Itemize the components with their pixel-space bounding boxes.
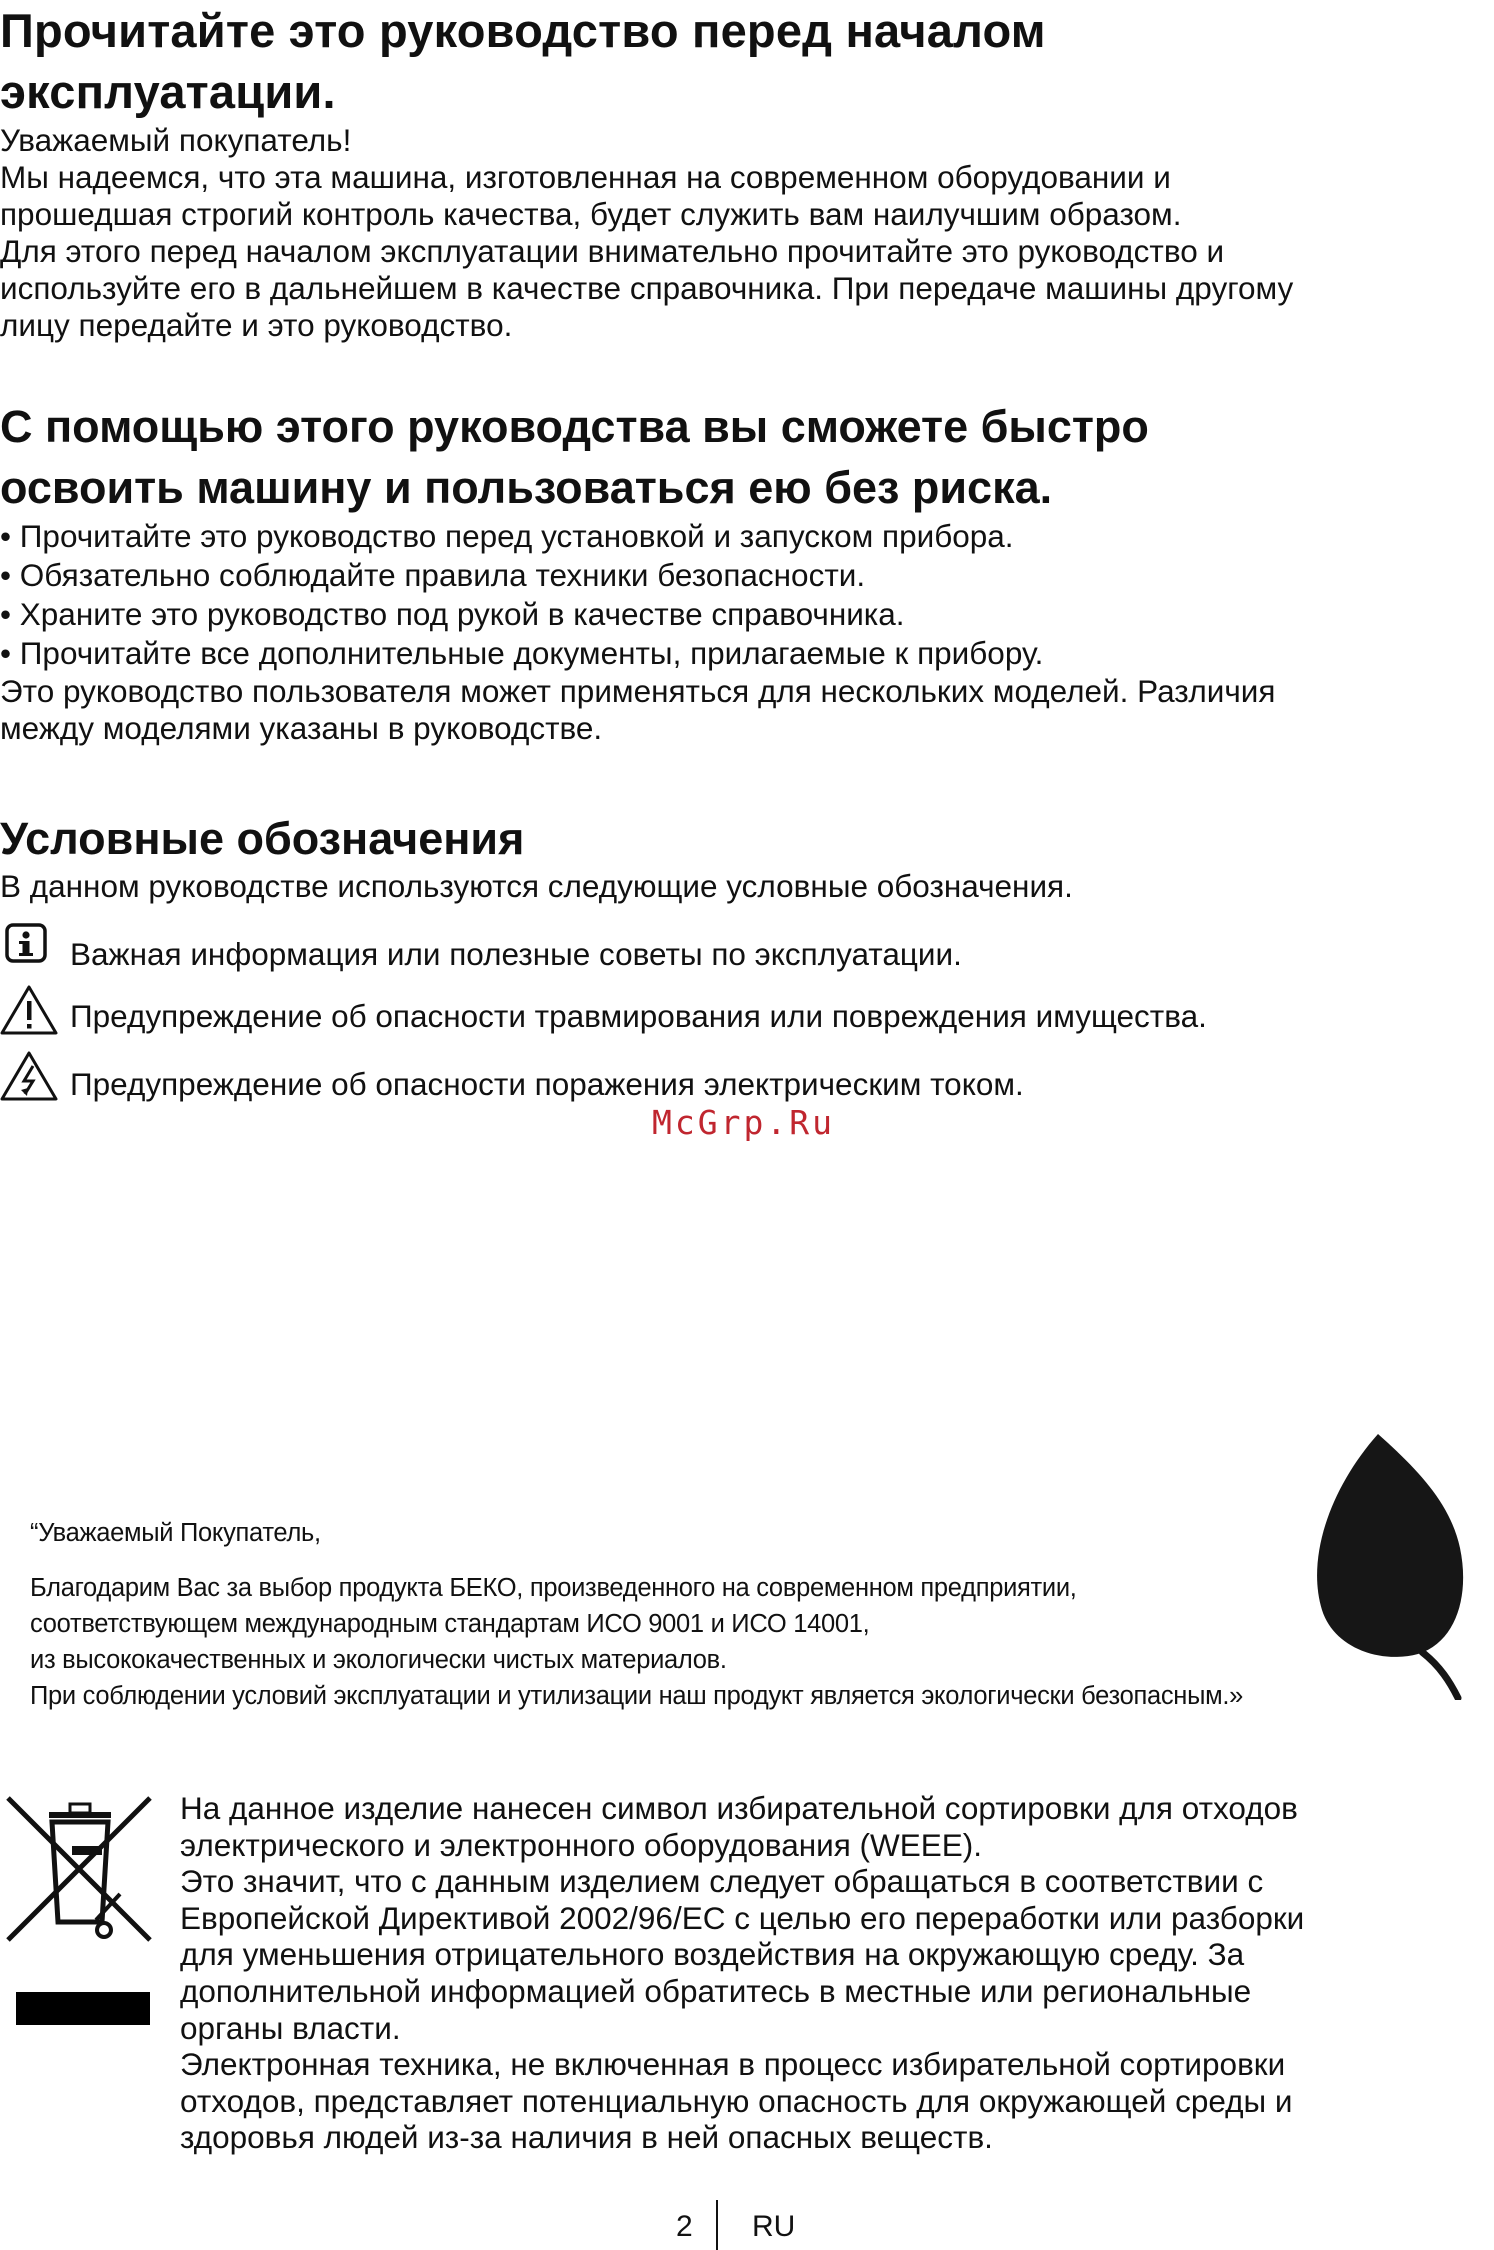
page-number: 2 bbox=[676, 2210, 693, 2243]
electric-warning-icon bbox=[0, 1050, 60, 1102]
usage-bullet: • Прочитайте все дополнительные документы, прилагаемые к прибору. bbox=[0, 635, 1044, 671]
usage-section bbox=[0, 398, 1275, 747]
footer-divider bbox=[716, 2200, 718, 2250]
eco-quote bbox=[30, 1516, 1243, 1714]
intro-text-line: прошедшая строгий контроль качества, будет служить вам наилучшим образом. bbox=[0, 196, 1182, 232]
intro-text-line: Для этого перед началом эксплуатации внимательно прочитайте это руководство и bbox=[0, 233, 1225, 269]
eco-quote-line: соответствующем международным стандартам ИСО 9001 и ИСО 14001, bbox=[30, 1610, 870, 1638]
intro-title-line-1: Прочитайте это руководство перед началом bbox=[0, 4, 1046, 57]
legend-warning-text: Предупреждение об опасности травмирования или повреждения имущества. bbox=[70, 998, 1207, 1034]
weee-line: дополнительной информацией обратитесь в местные или региональные bbox=[180, 1972, 1252, 2009]
intro-text-line: Мы надеемся, что эта машина, изготовленная на современном оборудовании и bbox=[0, 159, 1171, 195]
leaf-icon bbox=[1300, 1428, 1480, 1700]
usage-text-line: между моделями указаны в руководстве. bbox=[0, 710, 603, 746]
warning-icon bbox=[0, 984, 60, 1036]
usage-title-line-2: освоить машину и пользоваться ею без риска. bbox=[0, 462, 1053, 513]
weee-line: Это значит, что с данным изделием следует обращаться в соответствии с bbox=[180, 1863, 1264, 1900]
intro-text-line: Уважаемый покупатель! bbox=[0, 122, 352, 158]
symbols-section bbox=[0, 810, 1073, 905]
usage-bullet: • Прочитайте это руководство перед установкой и запуском прибора. bbox=[0, 518, 1014, 554]
intro-section bbox=[0, 0, 1293, 344]
weee-line: отходов, представляет потенциальную опасность для окружающей среды и bbox=[180, 2082, 1293, 2119]
intro-text-line: используйте его в дальнейшем в качестве справочника. При передаче машины другому bbox=[0, 270, 1294, 306]
info-icon bbox=[0, 922, 60, 974]
weee-line: Европейской Директивой 2002/96/ЕС с целью его переработки или разборки bbox=[180, 1899, 1305, 1936]
weee-line: На данное изделие нанесен символ избирательной сортировки для отходов bbox=[180, 1790, 1298, 1826]
weee-line: для уменьшения отрицательного воздействия на окружающую среду. За bbox=[180, 1936, 1245, 1973]
weee-line: органы власти. bbox=[180, 2009, 401, 2046]
legend-info bbox=[0, 922, 1494, 974]
watermark: McGrp.Ru bbox=[652, 1103, 835, 1142]
legend-electric-text: Предупреждение об опасности поражения электрическим током. bbox=[70, 1066, 1024, 1102]
weee-line: электрического и электронного оборудования (WEEE). bbox=[180, 1826, 983, 1863]
eco-quote-line: из высококачественных и экологически чистых материалов. bbox=[30, 1646, 727, 1674]
intro-text-line: лицу передайте и это руководство. bbox=[0, 307, 513, 343]
eco-quote-line: “Уважаемый Покупатель, bbox=[30, 1519, 321, 1547]
legend-electric bbox=[0, 1050, 1494, 1102]
weee-line: здоровья людей из-за наличия в ней опасных веществ. bbox=[180, 2119, 993, 2156]
eco-quote-line: При соблюдении условий эксплуатации и утилизации наш продукт является экологически безопасным.» bbox=[30, 1682, 1243, 1710]
symbols-title: Условные обозначения bbox=[0, 813, 525, 864]
usage-bullet: • Храните это руководство под рукой в качестве справочника. bbox=[0, 596, 905, 632]
weee-text bbox=[180, 1790, 1304, 2156]
crossed-bin-icon bbox=[0, 1790, 160, 2030]
legend-info-text: Важная информация или полезные советы по эксплуатации. bbox=[70, 936, 962, 972]
symbols-intro: В данном руководстве используются следующие условные обозначения. bbox=[0, 868, 1073, 904]
intro-title-line-2: эксплуатации. bbox=[0, 65, 336, 118]
eco-quote-line: Благодарим Вас за выбор продукта БЕКО, произведенного на современном предприятии, bbox=[30, 1574, 1077, 1602]
weee-line: Электронная техника, не включенная в процесс избирательной сортировки bbox=[180, 2046, 1286, 2083]
legend-warning bbox=[0, 984, 1494, 1036]
usage-text-line: Это руководство пользователя может применяться для нескольких моделей. Различия bbox=[0, 673, 1276, 709]
usage-bullet: • Обязательно соблюдайте правила техники безопасности. bbox=[0, 557, 866, 593]
usage-title-line-1: С помощью этого руководства вы сможете быстро bbox=[0, 401, 1149, 452]
language-label: RU bbox=[752, 2210, 796, 2243]
